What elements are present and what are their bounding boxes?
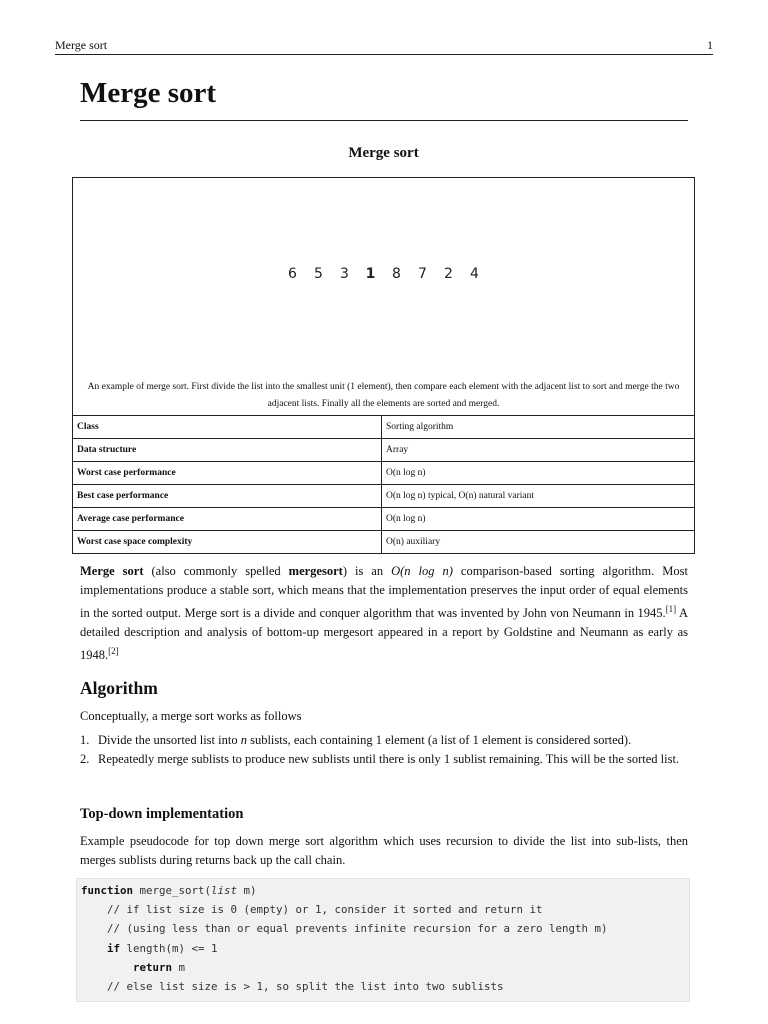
code-keyword: if — [107, 941, 121, 955]
animation-digit: 6 — [288, 266, 297, 282]
code-indent — [81, 961, 133, 974]
infobox-row — [73, 508, 694, 531]
list-item — [80, 750, 688, 769]
section-heading-top-down: Top-down implementation — [80, 806, 244, 822]
reference-link[interactable]: [2] — [108, 646, 119, 657]
code-text: length(m) <= 1 — [120, 941, 218, 955]
infobox-value: O(n log n) — [382, 462, 695, 485]
term-merge-sort: Merge sort — [80, 564, 144, 578]
infobox-row — [73, 462, 694, 485]
code-line: // if list size is 0 (empty) or 1, consider it sorted and return it — [81, 903, 543, 917]
page-title: Merge sort — [80, 74, 688, 121]
algorithm-steps — [80, 731, 688, 769]
code-line — [81, 881, 685, 900]
algorithm-lead: Conceptually, a merge sort works as follows — [80, 709, 302, 723]
section-heading-algorithm: Algorithm — [80, 678, 158, 698]
pseudocode-block — [76, 878, 690, 1002]
infobox-row — [73, 439, 694, 462]
infobox-row — [73, 531, 694, 554]
list-number: 2. — [80, 752, 90, 766]
merge-sort-animation — [73, 178, 694, 375]
infobox-row — [73, 485, 694, 508]
code-line — [81, 958, 685, 977]
intro-paragraph — [80, 562, 688, 665]
infobox-value: O(n log n) typical, O(n) natural variant — [382, 485, 695, 508]
list-text: Repeatedly merge sublists to produce new sublists until there is only 1 sublist remaining. This will be the sorted list. — [98, 752, 680, 766]
infobox-value: O(n log n) — [382, 508, 695, 531]
intro-text: (also commonly spelled — [143, 564, 289, 578]
code-line: // else list size is > 1, so split the list into two sublists — [81, 979, 504, 993]
list-variable: n — [240, 733, 247, 747]
infobox-label: Best case performance — [73, 485, 382, 508]
intro-text: ) is an — [342, 564, 392, 578]
infobox-label: Worst case performance — [73, 462, 382, 485]
animation-digit: 1 — [365, 266, 376, 282]
infobox-value: O(n) auxiliary — [382, 531, 695, 554]
list-text: Divide the unsorted list into — [98, 733, 241, 747]
code-keyword: function — [81, 884, 134, 897]
reference-link[interactable]: [1] — [665, 604, 677, 614]
intro-text: comparison-based sorting algorithm. Most implementations produce a stable sort, which means that the implementation preserves the input order of equal elements in the sorted output. Merge sort is a divide and conquer algorithm that was invented by John von Neumann in 1945. — [80, 564, 688, 621]
animation-digit: 8 — [392, 266, 401, 282]
code-keyword: return — [133, 960, 173, 974]
code-line — [81, 939, 685, 958]
code-text: merge_sort( — [133, 884, 212, 897]
infobox-label: Average case performance — [73, 508, 382, 531]
code-text: m) — [237, 884, 257, 897]
infobox-label: Class — [73, 416, 382, 439]
code-line: // (using less than or equal prevents infinite recursion for a zero length m) — [81, 922, 608, 936]
animation-digit: 4 — [470, 266, 479, 282]
animation-digit: 5 — [314, 266, 323, 282]
list-item — [80, 731, 688, 750]
infobox-table — [73, 415, 694, 553]
code-indent — [81, 942, 107, 955]
infobox-value: Sorting algorithm — [382, 416, 695, 439]
infobox-value: Array — [382, 439, 695, 462]
infobox-label: Worst case space complexity — [73, 531, 382, 554]
page-number: 1 — [707, 38, 713, 52]
term-mergesort: mergesort — [288, 564, 343, 578]
code-text: m — [172, 960, 186, 974]
pseudocode-intro: Example pseudocode for top down merge sort algorithm which uses recursion to divide the list into sub-lists, then merges sublists during returns back up the call chain. — [80, 834, 688, 867]
infobox-caption: Merge sort — [348, 145, 419, 161]
complexity-notation: O(n log n) — [391, 564, 453, 578]
running-header — [55, 38, 713, 55]
list-text: sublists, each containing 1 element (a list of 1 element is considered sorted). — [246, 733, 632, 747]
running-header-title: Merge sort — [55, 38, 108, 52]
animation-digits — [73, 266, 694, 282]
list-number: 1. — [80, 733, 90, 747]
animation-digit: 3 — [340, 266, 349, 282]
animation-digit: 7 — [418, 266, 427, 282]
infobox-row — [73, 416, 694, 439]
animation-digit: 2 — [444, 266, 453, 282]
infobox-label: Data structure — [73, 439, 382, 462]
infobox — [72, 177, 695, 554]
image-caption: An example of merge sort. First divide the list into the smallest unit (1 element), then compare each element with the adjacent list to sort and merge the two adjacent lists. Finally all the elements are sorted and merged. — [87, 382, 680, 409]
code-type: list — [211, 884, 238, 897]
intro-text: A detailed description and analysis of bottom-up mergesort appeared in a report by Goldstine and Neumann as early as 1948. — [80, 606, 688, 663]
